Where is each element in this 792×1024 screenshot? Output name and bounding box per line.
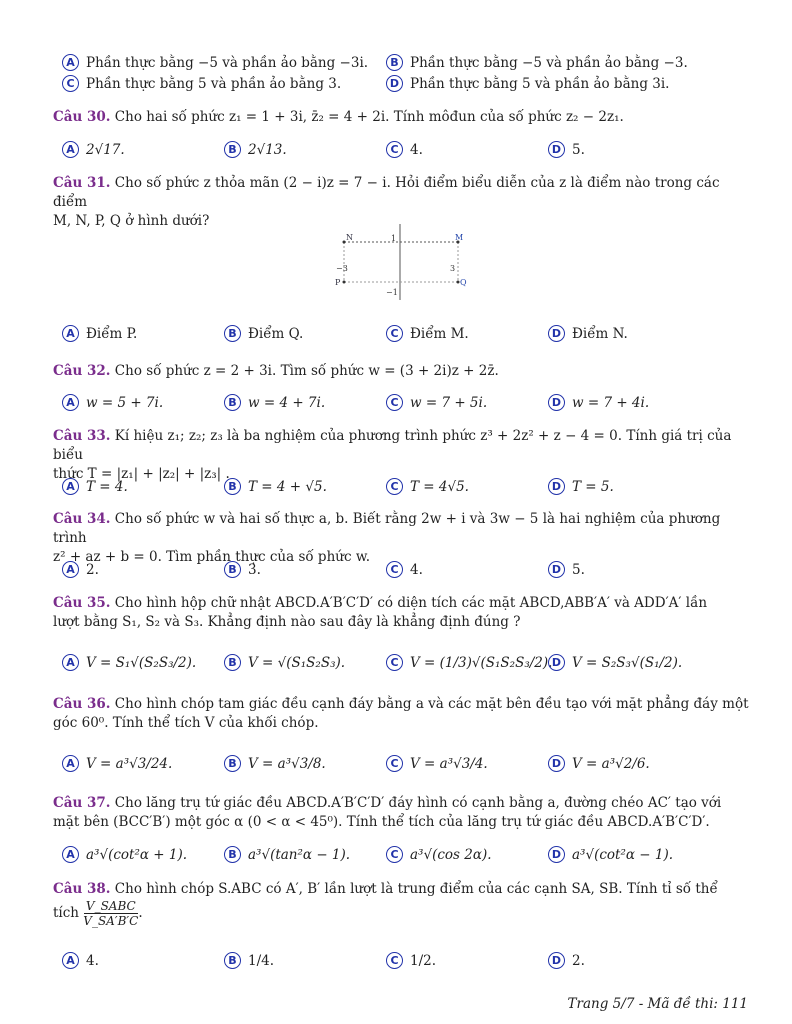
option-text: Điểm P. — [86, 325, 138, 342]
option-badge: D — [548, 478, 565, 495]
question-30 — [53, 108, 753, 127]
label-one: 1 — [391, 234, 397, 243]
question-label: Câu 31. — [53, 175, 111, 191]
option-badge: C — [386, 478, 403, 495]
option-badge: D — [548, 755, 565, 772]
option-text: Điểm M. — [410, 325, 469, 342]
question-34 — [53, 510, 753, 567]
q38-option-d[interactable] — [548, 952, 585, 969]
question-label: Câu 38. — [53, 881, 111, 897]
option-text: Điểm N. — [572, 325, 628, 342]
option-text: Phần thực bằng 5 và phần ảo bằng 3. — [86, 75, 342, 92]
q37-option-d[interactable] — [548, 846, 673, 863]
option-text: w = 4 + 7i. — [248, 394, 326, 411]
option-badge: D — [548, 325, 565, 342]
option-text: Điểm Q. — [248, 325, 304, 342]
option-badge: D — [548, 846, 565, 863]
option-text: V = S₂S₃√(S₁/2). — [572, 654, 683, 671]
option-badge: A — [62, 478, 79, 495]
q33-option-a[interactable] — [62, 478, 128, 495]
option-text: 5. — [572, 141, 585, 158]
option-text: w = 5 + 7i. — [86, 394, 164, 411]
option-text: a³√(tan²α − 1). — [248, 846, 351, 863]
q37-option-c[interactable] — [386, 846, 492, 863]
option-badge: B — [224, 478, 241, 495]
option-text: w = 7 + 4i. — [572, 394, 650, 411]
label-q: Q — [460, 278, 467, 287]
ratio-denominator: V_SA′B′C — [83, 914, 139, 928]
question-text-cont: lượt bằng S₁, S₂ và S₃. Khẳng định nào sau đây là khẳng định đúng ? — [53, 614, 521, 630]
q32-option-b[interactable] — [224, 394, 325, 411]
q38-option-a[interactable] — [62, 952, 99, 969]
q31-option-d[interactable] — [548, 325, 628, 342]
option-text: V = (1/3)√(S₁S₂S₃/2). — [410, 654, 553, 671]
option-text: a³√(cos 2α). — [410, 846, 492, 863]
question-36 — [53, 695, 753, 733]
option-text: V = a³√3/24. — [86, 755, 173, 772]
option-text: V = a³√3/4. — [410, 755, 488, 772]
question-label: Câu 32. — [53, 363, 111, 379]
question-label: Câu 34. — [53, 511, 111, 527]
question-37 — [53, 794, 753, 832]
option-text: 4. — [410, 141, 423, 158]
option-text: V = a³√2/6. — [572, 755, 650, 772]
question-text: Cho hai số phức z₁ = 1 + 3i, z̄₂ = 4 + 2i. Tính môđun của số phức z₂ − 2z₁. — [114, 109, 624, 125]
page-footer: Trang 5/7 - Mã đề thi: 111 — [567, 996, 748, 1012]
question-32 — [53, 362, 753, 381]
option-text: 3. — [248, 561, 261, 578]
q29-option-a[interactable] — [62, 54, 368, 71]
option-badge: B — [224, 141, 241, 158]
q32-option-d[interactable] — [548, 394, 649, 411]
q33-option-d[interactable] — [548, 478, 614, 495]
ratio-numerator: V_SABC — [85, 899, 136, 913]
question-text-cont: góc 60⁰. Tính thể tích V của khối chóp. — [53, 715, 319, 731]
q30-option-b[interactable] — [224, 141, 287, 158]
q34-option-d[interactable] — [548, 561, 585, 578]
option-text: T = 4. — [86, 478, 128, 495]
option-text: 5. — [572, 561, 585, 578]
q35-option-b[interactable] — [224, 654, 345, 671]
option-badge: B — [224, 654, 241, 671]
q29-option-b[interactable] — [386, 54, 688, 71]
q30-option-a[interactable] — [62, 141, 125, 158]
option-text: a³√(cot²α + 1). — [86, 846, 188, 863]
q30-option-c[interactable] — [386, 141, 423, 158]
question-text-cont: z² + az + b = 0. Tìm phần thực của số phức w. — [53, 549, 371, 565]
label-m: M — [455, 233, 464, 242]
option-badge: B — [224, 561, 241, 578]
option-text: 2√13. — [248, 141, 287, 158]
q35-option-d[interactable] — [548, 654, 682, 671]
point-p — [343, 281, 346, 284]
option-text: 4. — [410, 561, 423, 578]
q34-option-b[interactable] — [224, 561, 261, 578]
option-text: T = 4 + √5. — [248, 478, 327, 495]
option-badge: C — [386, 561, 403, 578]
question-text-cont: thức T = |z₁| + |z₂| + |z₃| . — [53, 466, 230, 482]
option-badge: B — [386, 54, 403, 71]
volume-ratio — [83, 899, 138, 928]
option-badge: C — [386, 325, 403, 342]
question-label: Câu 30. — [53, 109, 111, 125]
option-badge: B — [224, 394, 241, 411]
question-text: Cho số phức z = 2 + 3i. Tìm số phức w = (3 + 2i)z + 2z̄. — [114, 363, 499, 379]
question-text-cont: M, N, P, Q ở hình dưới? — [53, 213, 210, 229]
option-badge: D — [548, 394, 565, 411]
option-badge: B — [224, 846, 241, 863]
option-badge: A — [62, 54, 79, 71]
option-badge: C — [386, 654, 403, 671]
q37-option-a[interactable] — [62, 846, 187, 863]
option-text: V = √(S₁S₂S₃). — [248, 654, 346, 671]
option-badge: C — [386, 141, 403, 158]
question-text: Cho hình chóp S.ABC có A′, B′ lần lượt là trung điểm của các cạnh SA, SB. Tính tỉ số thể — [114, 881, 718, 897]
q33-option-c[interactable] — [386, 478, 469, 495]
question-text-cont: mặt bên (BCC′B′) một góc α (0 < α < 45⁰). Tính thể tích của lăng trụ tứ giác đều ABCD.A′B′C′D′. — [53, 814, 710, 830]
q31-option-c[interactable] — [386, 325, 469, 342]
question-text: Cho số phức z thỏa mãn (2 − i)z = 7 − i. Hỏi điểm biểu diễn của z là điểm nào trong các điểm — [53, 175, 720, 210]
option-text: V = S₁√(S₂S₃/2). — [86, 654, 197, 671]
option-text: Phần thực bằng 5 và phần ảo bằng 3i. — [410, 75, 670, 92]
question-text-end: . — [138, 905, 143, 921]
question-label: Câu 33. — [53, 428, 111, 444]
question-text: Cho số phức w và hai số thực a, b. Biết rằng 2w + i và 3w − 5 là hai nghiệm của phương trình — [53, 511, 721, 546]
question-text: Cho hình chóp tam giác đều cạnh đáy bằng a và các mặt bên đều tạo với mặt phẳng đáy một — [114, 696, 749, 712]
option-text: 1/2. — [410, 952, 437, 969]
q34-option-c[interactable] — [386, 561, 423, 578]
question-text: Kí hiệu z₁; z₂; z₃ là ba nghiệm của phương trình phức z³ + 2z² + z − 4 = 0. Tính giá trị của biểu — [53, 428, 732, 463]
question-text-cont: tích — [53, 905, 79, 921]
question-label: Câu 35. — [53, 595, 111, 611]
option-badge: B — [224, 325, 241, 342]
option-badge: D — [548, 561, 565, 578]
option-badge: A — [62, 846, 79, 863]
q38-option-b[interactable] — [224, 952, 274, 969]
q35-option-c[interactable] — [386, 654, 552, 671]
q35-option-a[interactable] — [62, 654, 196, 671]
option-text: 4. — [86, 952, 99, 969]
q37-option-b[interactable] — [224, 846, 350, 863]
question-label: Câu 37. — [53, 795, 111, 811]
question-text: Cho hình hộp chữ nhật ABCD.A′B′C′D′ có diện tích các mặt ABCD,ABB′A′ và ADD′A′ lần — [114, 595, 708, 611]
q31-option-a[interactable] — [62, 325, 137, 342]
option-badge: A — [62, 561, 79, 578]
complex-plane-figure — [330, 222, 480, 302]
option-badge: A — [62, 394, 79, 411]
option-text: 1/4. — [248, 952, 275, 969]
q32-option-c[interactable] — [386, 394, 487, 411]
option-text: w = 7 + 5i. — [410, 394, 488, 411]
option-badge: D — [548, 654, 565, 671]
option-badge: D — [548, 141, 565, 158]
q30-option-d[interactable] — [548, 141, 585, 158]
option-text: Phần thực bằng −5 và phần ảo bằng −3. — [410, 54, 688, 71]
option-text: 2. — [86, 561, 99, 578]
option-text: T = 5. — [572, 478, 614, 495]
q29-option-c[interactable] — [62, 75, 341, 92]
q36-option-d[interactable] — [548, 755, 650, 772]
question-38 — [53, 880, 753, 928]
option-badge: A — [62, 755, 79, 772]
label-three: 3 — [450, 264, 456, 273]
label-minus-one: −1 — [386, 288, 398, 297]
option-badge: A — [62, 325, 79, 342]
option-badge: A — [62, 141, 79, 158]
q33-option-b[interactable] — [224, 478, 327, 495]
option-text: 2. — [572, 952, 585, 969]
q29-option-d[interactable] — [386, 75, 669, 92]
question-label: Câu 36. — [53, 696, 111, 712]
option-text: Phần thực bằng −5 và phần ảo bằng −3i. — [86, 54, 369, 71]
question-text: Cho lăng trụ tứ giác đều ABCD.A′B′C′D′ đáy hình có cạnh bằng a, đường chéo AC′ tạo với — [114, 795, 722, 811]
option-text: T = 4√5. — [410, 478, 469, 495]
label-minus-three: −3 — [336, 264, 348, 273]
option-badge: C — [62, 75, 79, 92]
q34-option-a[interactable] — [62, 561, 99, 578]
option-badge: C — [386, 394, 403, 411]
option-text: a³√(cot²α − 1). — [572, 846, 674, 863]
q32-option-a[interactable] — [62, 394, 163, 411]
q36-option-b[interactable] — [224, 755, 326, 772]
question-35 — [53, 594, 753, 632]
option-badge: B — [224, 755, 241, 772]
label-n: N — [346, 233, 353, 242]
option-badge: B — [224, 952, 241, 969]
option-badge: A — [62, 952, 79, 969]
label-p: P — [335, 278, 341, 287]
q38-option-c[interactable] — [386, 952, 436, 969]
q31-option-b[interactable] — [224, 325, 303, 342]
option-text: V = a³√3/8. — [248, 755, 326, 772]
q36-option-a[interactable] — [62, 755, 172, 772]
option-badge: C — [386, 846, 403, 863]
option-badge: D — [548, 952, 565, 969]
q36-option-c[interactable] — [386, 755, 488, 772]
question-33 — [53, 427, 753, 484]
option-badge: C — [386, 952, 403, 969]
option-badge: D — [386, 75, 403, 92]
option-badge: C — [386, 755, 403, 772]
option-badge: A — [62, 654, 79, 671]
option-text: 2√17. — [86, 141, 125, 158]
